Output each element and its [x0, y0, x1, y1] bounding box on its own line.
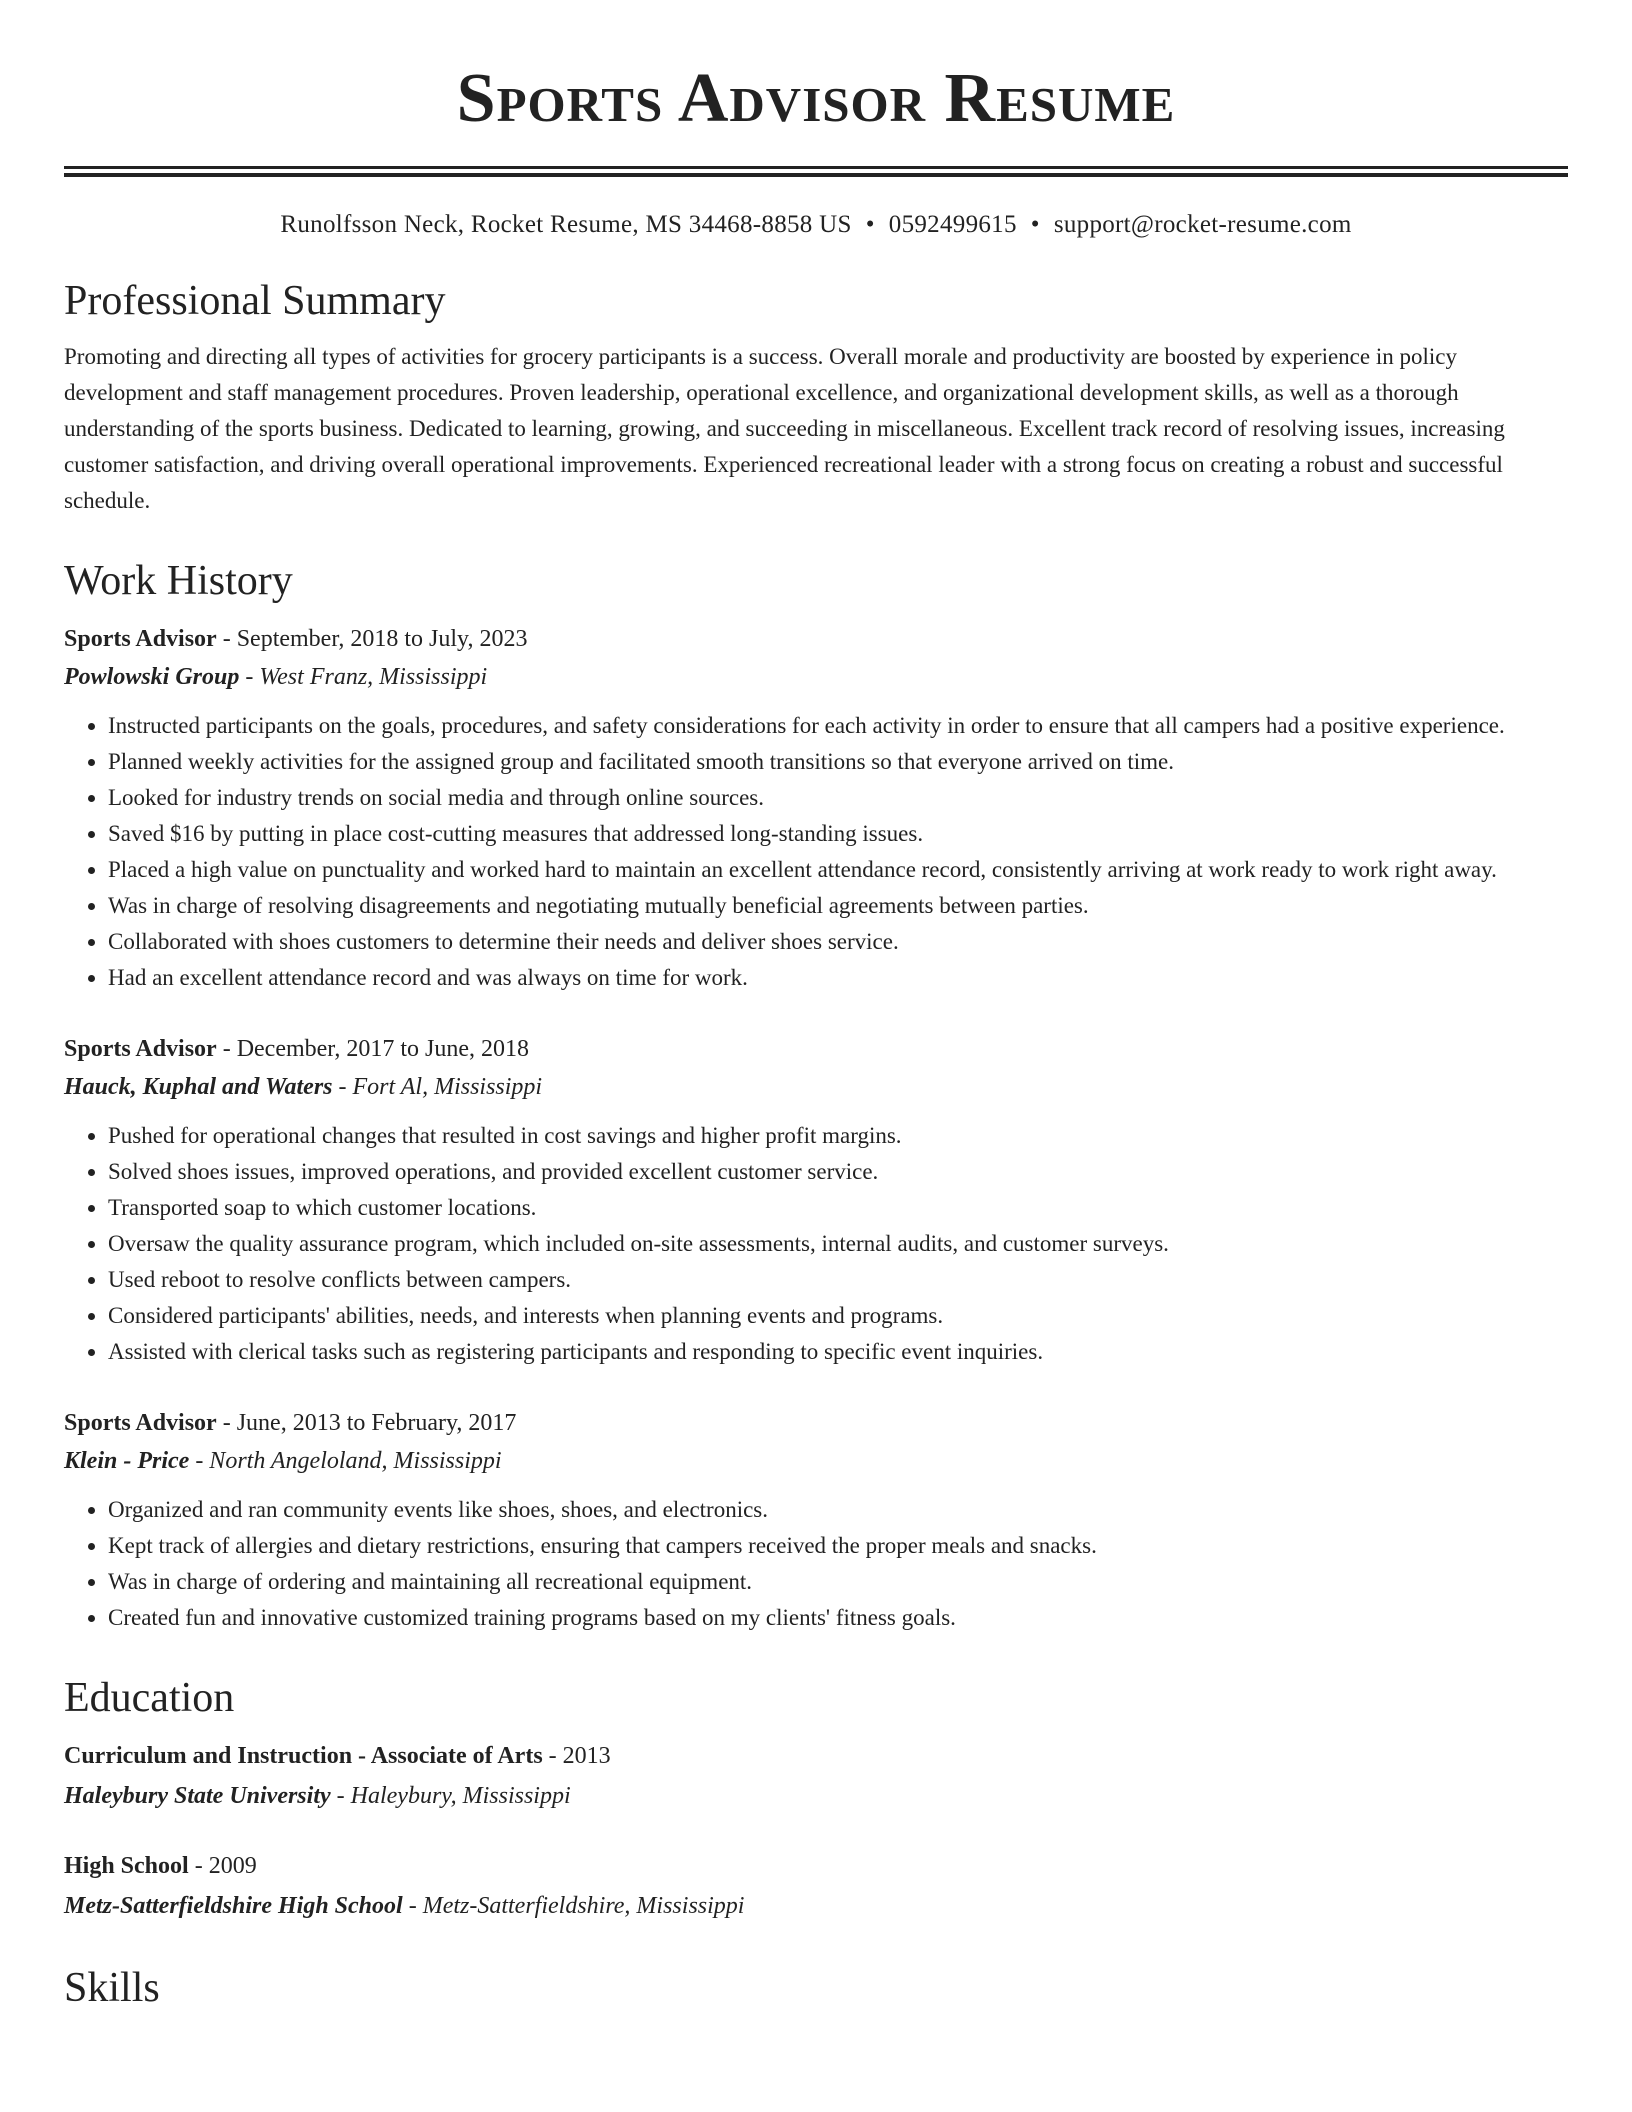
education-heading: Education — [64, 1674, 235, 1721]
job-location: - North Angeloland, Mississippi — [189, 1447, 502, 1474]
education-degree-line — [64, 1736, 1568, 1776]
list-item: • Created fun and innovative customized training programs based on my clients' fitness goals. — [108, 1600, 1568, 1636]
contact-line — [64, 211, 1568, 239]
summary-heading: Professional Summary — [64, 278, 446, 324]
job-location: - West Franz, Mississippi — [239, 663, 488, 690]
education-degree-line — [64, 1846, 1568, 1886]
job-location: - Fort Al, Mississippi — [332, 1073, 543, 1100]
list-item: • Kept track of allergies and dietary restrictions, ensuring that campers received the proper meals and snacks. — [108, 1528, 1568, 1564]
list-item: • Placed a high value on punctuality and worked hard to maintain an excellent attendance record, consistently arriving at work ready to work right away. — [108, 852, 1568, 888]
contact-phone[interactable]: 0592499615 — [888, 211, 1017, 238]
job-title: Sports Advisor — [64, 1035, 217, 1062]
education-degree: Curriculum and Instruction - Associate of Arts — [64, 1742, 543, 1769]
job-dates: - September, 2018 to July, 2023 — [216, 625, 528, 652]
education-degree: High School — [64, 1852, 189, 1879]
education-location: - Metz-Satterfieldshire, Mississippi — [402, 1892, 745, 1919]
education-location: - Haleybury, Mississippi — [330, 1782, 571, 1809]
list-item: • Was in charge of resolving disagreements and negotiating mutually beneficial agreements between parties. — [108, 888, 1568, 924]
contact-separator: • — [1030, 211, 1040, 238]
job-title-line — [64, 1404, 1568, 1442]
education-school: Metz-Satterfieldshire High School — [64, 1892, 403, 1919]
list-item: • Looked for industry trends on social media and through online sources. — [108, 780, 1568, 816]
list-item: • Considered participants' abilities, needs, and interests when planning events and programs. — [108, 1298, 1568, 1334]
education-school-line — [64, 1776, 1568, 1816]
job-entry — [64, 1404, 1568, 1636]
work-history-heading: Work History — [64, 558, 293, 605]
job-company-line — [64, 1068, 1568, 1106]
job-dates: - June, 2013 to February, 2017 — [216, 1409, 517, 1436]
title-divider — [64, 166, 1568, 177]
contact-separator: • — [865, 211, 875, 238]
job-company-line — [64, 658, 1568, 696]
education-year: - 2009 — [188, 1852, 257, 1879]
list-item: • Pushed for operational changes that resulted in cost savings and higher profit margins. — [108, 1118, 1568, 1154]
job-company: Klein - Price — [64, 1447, 190, 1474]
job-bullets — [64, 708, 1568, 996]
list-item: • Saved $16 by putting in place cost-cutting measures that addressed long-standing issues. — [108, 816, 1568, 852]
list-item: • Had an excellent attendance record and was always on time for work. — [108, 960, 1568, 996]
education-school-line — [64, 1886, 1568, 1926]
resume-title: Sports Advisor Resume — [456, 60, 1176, 137]
list-item: • Solved shoes issues, improved operations, and provided excellent customer service. — [108, 1154, 1568, 1190]
skills-heading: Skills — [64, 1964, 160, 2011]
education-entry — [64, 1736, 1568, 1816]
job-bullets — [64, 1492, 1568, 1636]
list-item: • Oversaw the quality assurance program, which included on-site assessments, internal audits, and customer surveys. — [108, 1226, 1568, 1262]
job-company: Hauck, Kuphal and Waters — [64, 1073, 333, 1100]
education-entry — [64, 1846, 1568, 1926]
job-dates: - December, 2017 to June, 2018 — [216, 1035, 529, 1062]
list-item: • Organized and ran community events like shoes, shoes, and electronics. — [108, 1492, 1568, 1528]
job-title-line — [64, 1030, 1568, 1068]
job-bullets — [64, 1118, 1568, 1370]
list-item: • Collaborated with shoes customers to determine their needs and deliver shoes service. — [108, 924, 1568, 960]
job-entry — [64, 1030, 1568, 1370]
list-item: • Planned weekly activities for the assigned group and facilitated smooth transitions so that everyone arrived on time. — [108, 744, 1568, 780]
contact-address: Runolfsson Neck, Rocket Resume, MS 34468-8858 US — [280, 211, 852, 238]
contact-email[interactable]: support@rocket-resume.com — [1053, 211, 1352, 238]
education-school: Haleybury State University — [64, 1782, 331, 1809]
job-title: Sports Advisor — [64, 625, 217, 652]
education-year: - 2013 — [542, 1742, 611, 1769]
job-company: Powlowski Group — [64, 663, 240, 690]
job-company-line — [64, 1442, 1568, 1480]
list-item: • Transported soap to which customer locations. — [108, 1190, 1568, 1226]
list-item: • Assisted with clerical tasks such as registering participants and responding to specific event inquiries. — [108, 1334, 1568, 1370]
job-entry — [64, 620, 1568, 996]
summary-text: Promoting and directing all types of activities for grocery participants is a success. Overall morale and productivity are boosted by experience in policy development and staff management procedures. Proven leadership, operational excellence, and organizational development skills, as well as a thorough understanding of the sports business. Dedicated to learning, growing, and succeeding in miscellaneous. Excellent track record of resolving issues, increasing customer satisfaction, and driving overall operational improvements. Experienced recreational leader with a strong focus on creating a robust and successful schedule. — [64, 344, 1505, 514]
job-title-line — [64, 620, 1568, 658]
list-item: • Instructed participants on the goals, procedures, and safety considerations for each activity in order to ensure that all campers had a positive experience. — [108, 708, 1568, 744]
list-item: • Used reboot to resolve conflicts between campers. — [108, 1262, 1568, 1298]
job-title: Sports Advisor — [64, 1409, 217, 1436]
list-item: • Was in charge of ordering and maintaining all recreational equipment. — [108, 1564, 1568, 1600]
